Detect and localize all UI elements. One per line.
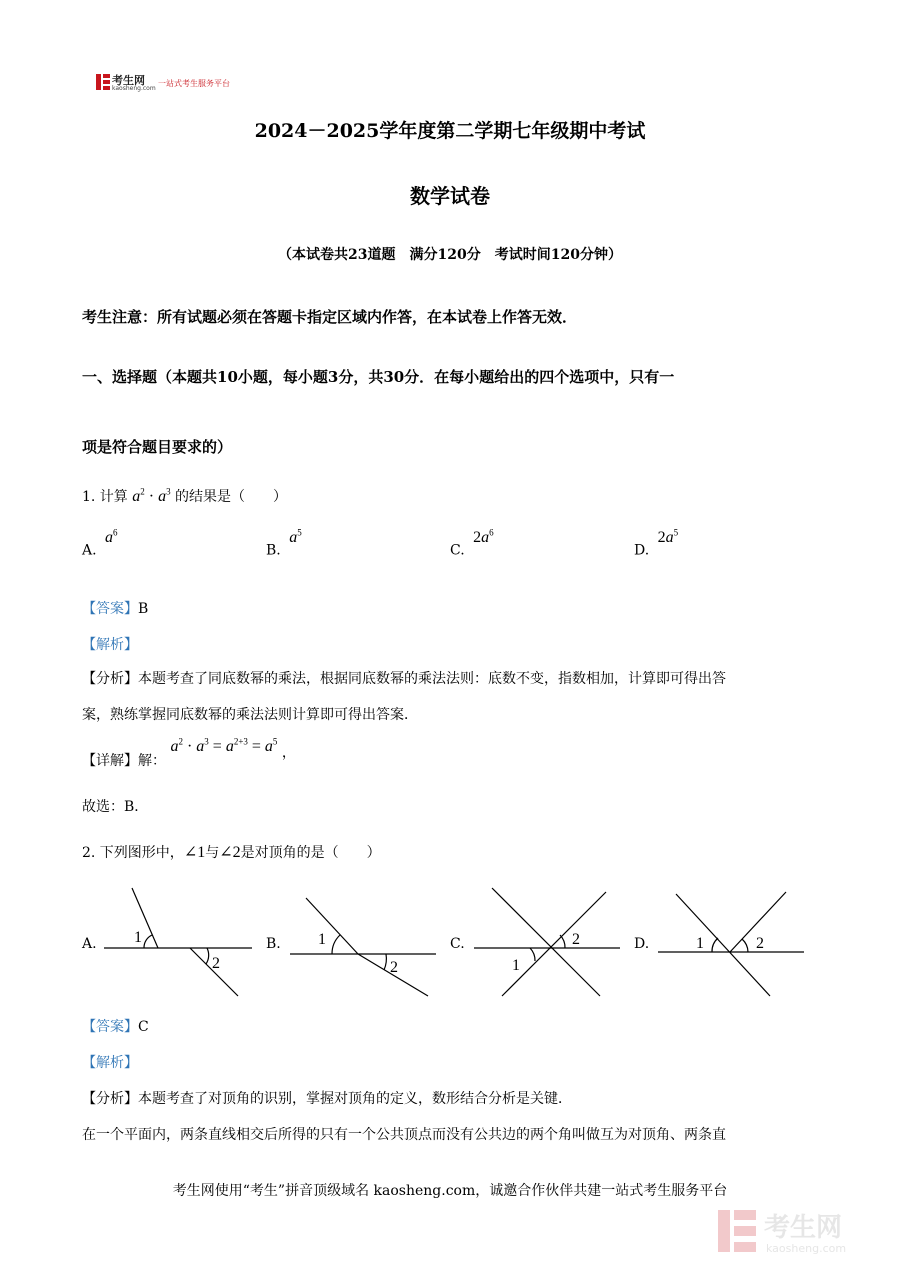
watermark-icon xyxy=(716,1206,886,1256)
fig-letter-c: C. xyxy=(450,936,465,952)
q1-detail: 【详解】解： $a^2 \cdot a^3 = a^{2+3} = a^5$ ， xyxy=(82,736,296,769)
q1-expression: $a^2 \cdot a^3$ xyxy=(132,486,171,505)
watermark-name: 考生网 xyxy=(764,1213,843,1243)
logo-url: kaosheng.com xyxy=(112,85,156,92)
q1-option-c: C. $2a^6$ xyxy=(450,528,494,559)
logo-slogan: 一站式考生服务平台 xyxy=(158,79,230,88)
fig-d-label-2: 2 xyxy=(756,935,764,952)
question-1 xyxy=(82,486,287,506)
fig-a-label-1: 1 xyxy=(134,929,142,946)
fig-letter-a: A. xyxy=(82,936,97,952)
fig-letter-b: B. xyxy=(266,936,281,952)
watermark-logo xyxy=(716,1206,886,1256)
fig-c-label-2: 2 xyxy=(572,931,580,948)
figure-d xyxy=(658,892,804,996)
q1-option-a: A. $a^6$ xyxy=(82,528,118,559)
fig-a-label-2: 2 xyxy=(212,955,220,972)
q1-fenxi-cont: 案，熟练掌握同底数幂的乘法法则计算即可得出答案． xyxy=(82,707,418,723)
q2-definition: 在一个平面内，两条直线相交后所得的只有一个公共顶点而没有公共边的两个角叫做互为对顶角、两条直 xyxy=(82,1127,726,1143)
figure-c xyxy=(474,888,620,996)
q1-analysis-label: 【解析】 xyxy=(82,637,138,653)
q2-answer: 【答案】C xyxy=(82,1019,149,1035)
q1-option-b: B. $a^5$ xyxy=(266,528,302,559)
notice: 考生注意：所有试题必须在答题卡指定区域内作答，在本试卷上作答无效． xyxy=(82,308,578,326)
fig-d-label-1: 1 xyxy=(696,935,704,952)
question-2: 2. 下列图形中，∠1与∠2是对顶角的是（ ） xyxy=(82,844,381,861)
q2-fenxi: 【分析】本题考查了对顶角的识别，掌握对顶角的定义，数形结合分析是关键． xyxy=(82,1091,572,1107)
q1-fenxi: 【分析】本题考查了同底数幂的乘法，根据同底数幂的乘法法则：底数不变，指数相加，计算即可得出答 xyxy=(82,671,726,687)
q2-figures xyxy=(0,880,900,1010)
figure-a xyxy=(104,888,252,996)
header-logo xyxy=(96,72,296,94)
fig-b-label-1: 1 xyxy=(318,931,326,948)
q1-prefix: 1. 计算 xyxy=(82,489,128,505)
exam-info: （本试卷共23道题 满分120分 考试时间120分钟） xyxy=(278,247,622,263)
exam-title: 2024－2025学年度第二学期七年级期中考试 xyxy=(254,120,646,142)
q1-option-d: D. $2a^5$ xyxy=(634,528,679,559)
section-heading-line1: 一、选择题（本题共10小题，每小题3分，共30分．在每小题给出的四个选项中，只有一 xyxy=(82,368,675,386)
logo-icon xyxy=(96,74,110,90)
q1-choose: 故选：B． xyxy=(82,799,149,815)
figure-b xyxy=(290,898,436,996)
section-heading-line2: 项是符合题目要求的） xyxy=(82,438,233,456)
watermark-url: kaosheng.com xyxy=(766,1242,847,1255)
logo-name: 考生网 xyxy=(112,74,145,87)
subject-title: 数学试卷 xyxy=(410,184,490,208)
fig-b-label-2: 2 xyxy=(390,959,398,976)
fig-c-label-1: 1 xyxy=(512,957,520,974)
q1-suffix: 的结果是（ ） xyxy=(175,489,288,505)
footer-text: 考生网使用“考生”拼音顶级域名 kaosheng.com，诚邀合作伙伴共建一站式考生服务平台 xyxy=(172,1183,728,1199)
fig-letter-d: D. xyxy=(634,936,650,952)
q1-answer: 【答案】B xyxy=(82,601,149,617)
q2-analysis-label: 【解析】 xyxy=(82,1055,138,1071)
